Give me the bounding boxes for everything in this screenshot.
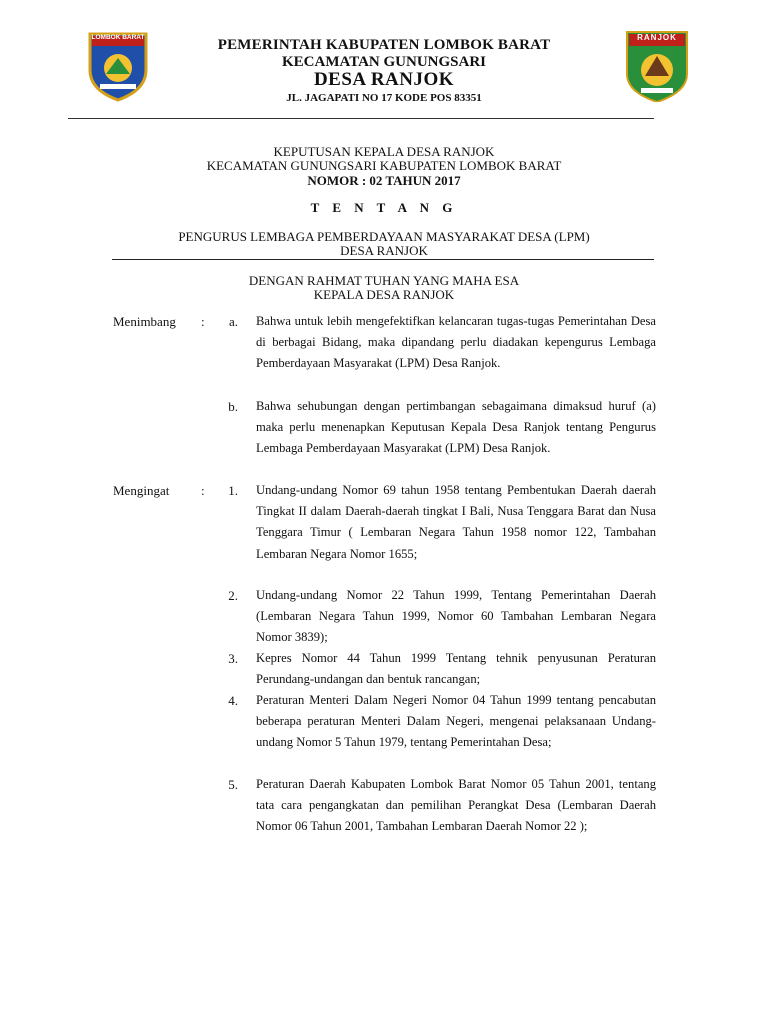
mengingat-mark-5: 5. bbox=[228, 777, 238, 792]
decree-subject: PENGURUS LEMBAGA PEMBERDAYAAN MASYARAKAT DESA (LPM) bbox=[178, 229, 590, 244]
title-divider bbox=[112, 259, 654, 260]
decree-subtitle: KECAMATAN GUNUNGSARI KABUPATEN LOMBOK BARAT bbox=[206, 158, 562, 173]
mengingat-mark-1: 1. bbox=[228, 483, 238, 498]
left-logo-label: LOMBOK BARAT bbox=[91, 34, 145, 41]
kepala-desa-line: KEPALA DESA RANJOK bbox=[313, 287, 455, 302]
decree-subject-village: DESA RANJOK bbox=[340, 243, 428, 258]
mengingat-item-3: Kepres Nomor 44 Tahun 1999 Tentang tehnik penyusunan Peraturan Perundang-undangan dan bentuk rancangan; bbox=[256, 651, 656, 687]
menimbang-label: Menimbang bbox=[113, 314, 176, 329]
mengingat-item-1: Undang-undang Nomor 69 tahun 1958 tentang Pembentukan Daerah daerah Tingkat II dalam Daerah-daerah tingkat I Bali, Nusa Tenggara Barat dan Nusa Tenggara Timur ( Lembaran Negara Tahun 1958 nomor 122, Tambahan Lembaran Negara Nomor 1655; bbox=[256, 483, 656, 561]
letterhead-address: JL. JAGAPATI NO 17 KODE POS 83351 bbox=[286, 92, 482, 104]
menimbang-item-b: Bahwa sehubungan dengan pertimbangan sebagaimana dimaksud huruf (a) maka perlu menenapkan Keputusan Kepala Desa Ranjok tentang Pengurus Lembaga Pemberdayaan Masyarakat (LPM) Desa Ranjok. bbox=[256, 399, 656, 456]
right-logo-label: RANJOK bbox=[637, 33, 677, 42]
decree-number: NOMOR : 02 TAHUN 2017 bbox=[307, 173, 461, 188]
tentang-heading: T E N T A N G bbox=[310, 200, 458, 215]
mengingat-item-2: Undang-undang Nomor 22 Tahun 1999, Tentang Pemerintahan Daerah (Lembaran Negara Tahun 1999, Nomor 60 Tambahan Lembaran Negara Nomor 3839); bbox=[256, 588, 656, 645]
menimbang-item-a: Bahwa untuk lebih mengefektifkan kelancaran tugas-tugas Pemerintahan Desa di berbagai Bidang, maka dipandang perlu diadakan kepengurus Lembaga Pemberdayaan Masyarakat (LPM) Desa Ranjok. bbox=[256, 314, 656, 371]
mengingat-mark-3: 3. bbox=[228, 651, 238, 666]
mengingat-item-5: Peraturan Daerah Kabupaten Lombok Barat Nomor 05 Tahun 2001, tentang tata cara pengangkatan dan pemilihan Perangkat Desa (Lembaran Daerah Nomor 06 Tahun 2001, Tambahan Lembaran Daerah Nomor 22 ); bbox=[256, 777, 656, 834]
menimbang-mark-b: b. bbox=[228, 399, 238, 414]
letterhead-government: PEMERINTAH KABUPATEN LOMBOK BARAT bbox=[217, 37, 551, 53]
letterhead-village: DESA RANJOK bbox=[313, 69, 455, 90]
menimbang-colon: : bbox=[201, 314, 205, 329]
letterhead-district: KECAMATAN GUNUNGSARI bbox=[281, 54, 487, 70]
decree-title: KEPUTUSAN KEPALA DESA RANJOK bbox=[273, 144, 495, 159]
menimbang-mark-a: a. bbox=[228, 314, 238, 329]
mengingat-label: Mengingat bbox=[113, 483, 170, 498]
mengingat-item-4: Peraturan Menteri Dalam Negeri Nomor 04 Tahun 1999 tentang pencabutan beberapa peraturan Menteri Dalam Negeri, mengenai pelaksanaan Undang-undang Nomor 5 Tahun 1979, tentang Pemerintahan Desa; bbox=[256, 693, 656, 750]
letterhead-divider bbox=[68, 118, 654, 119]
rahmat-line: DENGAN RAHMAT TUHAN YANG MAHA ESA bbox=[248, 273, 520, 288]
mengingat-colon: : bbox=[201, 483, 205, 498]
mengingat-mark-2: 2. bbox=[228, 588, 238, 603]
mengingat-mark-4: 4. bbox=[228, 693, 238, 708]
